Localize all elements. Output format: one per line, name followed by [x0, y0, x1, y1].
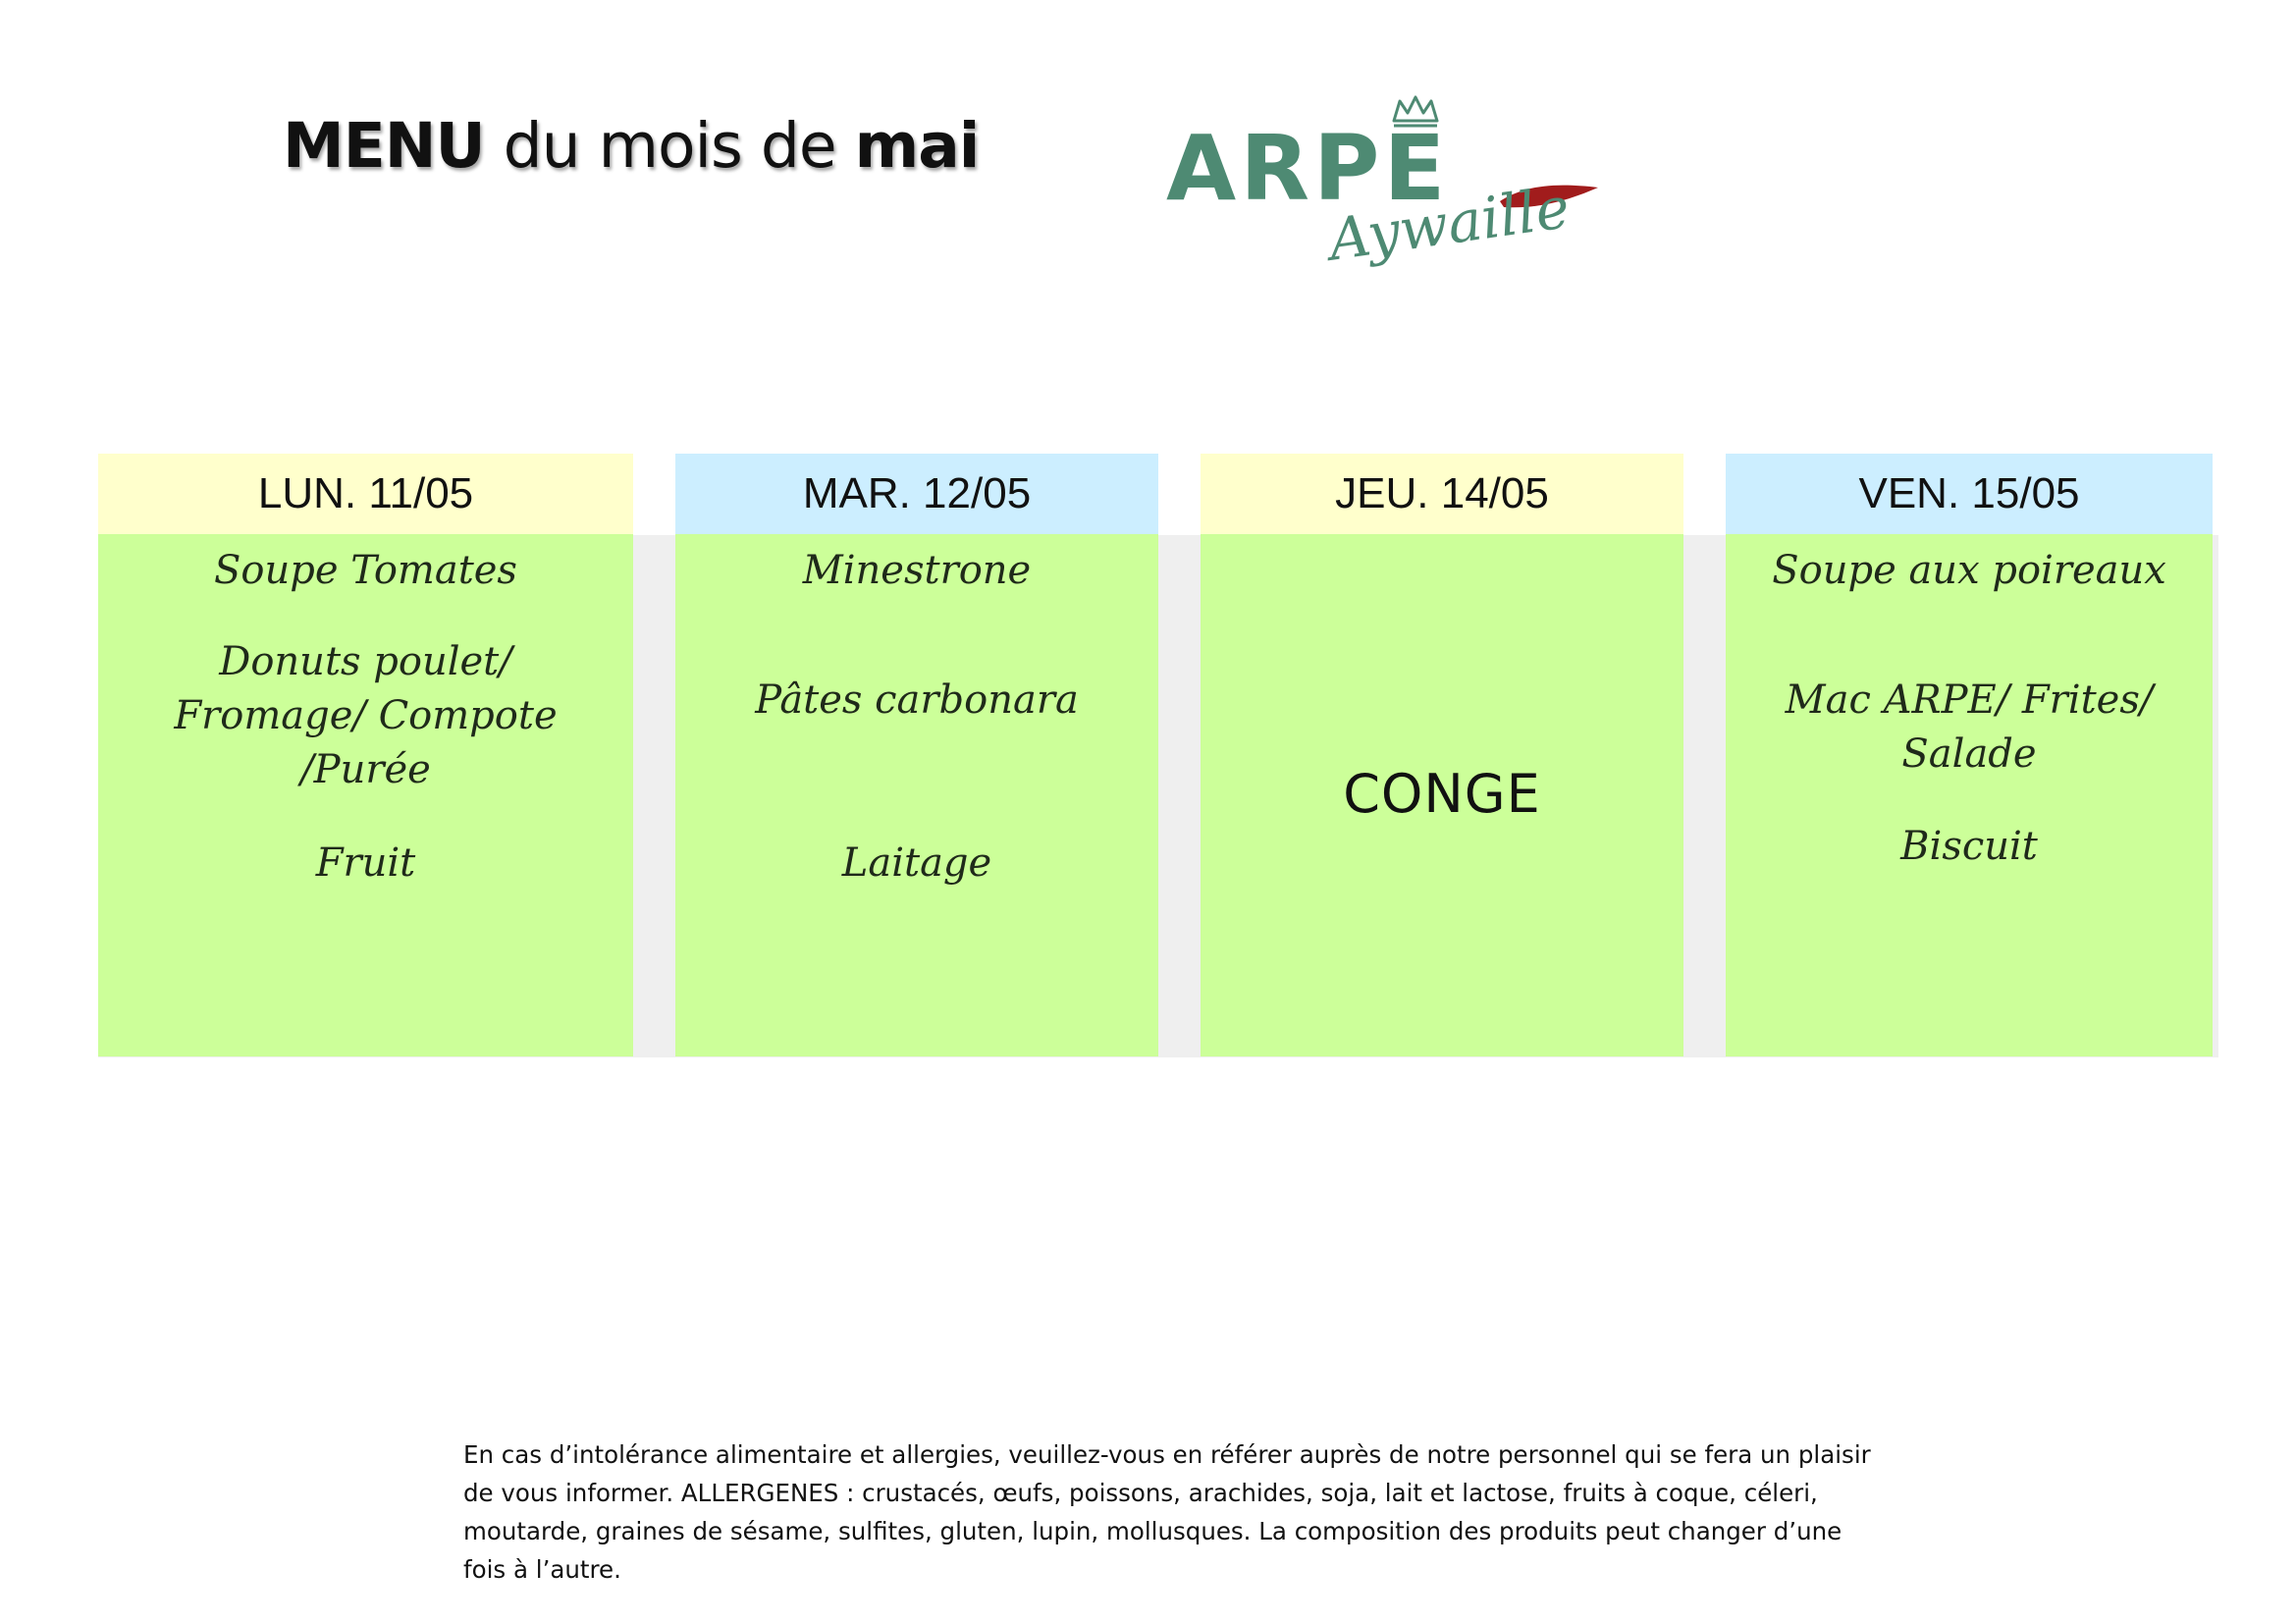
page-title	[283, 110, 979, 182]
day-column-thursday	[1201, 454, 1683, 1056]
day-column-monday	[98, 454, 633, 1056]
menu-soup: Soupe aux poireaux	[1772, 548, 2166, 593]
menu-dessert: Laitage	[841, 840, 992, 886]
day-header: MAR. 12/05	[675, 454, 1158, 534]
logo-script: Aywaille	[1324, 173, 1574, 274]
title-middle: du mois de	[484, 110, 855, 182]
day-header: JEU. 14/05	[1201, 454, 1683, 534]
menu-dessert: Biscuit	[1900, 824, 2038, 869]
menu-main: Mac ARPE/ Frites/ Salade	[1785, 677, 2154, 777]
logo-wordmark: ARPE	[1166, 116, 1450, 221]
title-month: mai	[854, 110, 980, 182]
day-header: VEN. 15/05	[1726, 454, 2213, 534]
menu-soup: Soupe Tomates	[214, 548, 517, 593]
title-menu: MENU	[283, 110, 485, 182]
day-menu	[675, 534, 1158, 1056]
day-menu	[1201, 534, 1683, 1056]
day-menu	[1726, 534, 2213, 1056]
arpe-logo	[1158, 93, 1620, 299]
day-column-friday	[1726, 454, 2213, 1056]
day-header: LUN. 11/05	[98, 454, 633, 534]
menu-closed: CONGE	[1343, 763, 1541, 825]
day-menu	[98, 534, 633, 1056]
menu-main: Pâtes carbonara	[755, 677, 1079, 723]
day-column-tuesday	[675, 454, 1158, 1056]
menu-dessert: Fruit	[315, 840, 416, 886]
menu-soup: Minestrone	[802, 548, 1032, 593]
menu-main: Donuts poulet/ Fromage/ Compote /Purée	[174, 639, 558, 792]
allergen-notice: En cas d’intolérance alimentaire et allergies, veuillez-vous en référer auprès de notre personnel qui se fera un plaisir de vous informer. ALLERGENES : crustacés, œufs, poissons, arachides, soja, lait et lactose, fruits à coque, céleri, moutarde, graines de sésame, sulfites, gluten, lupin, mollusques. La composition des produits peut changer d’une fois à l’autre.	[463, 1440, 1871, 1584]
